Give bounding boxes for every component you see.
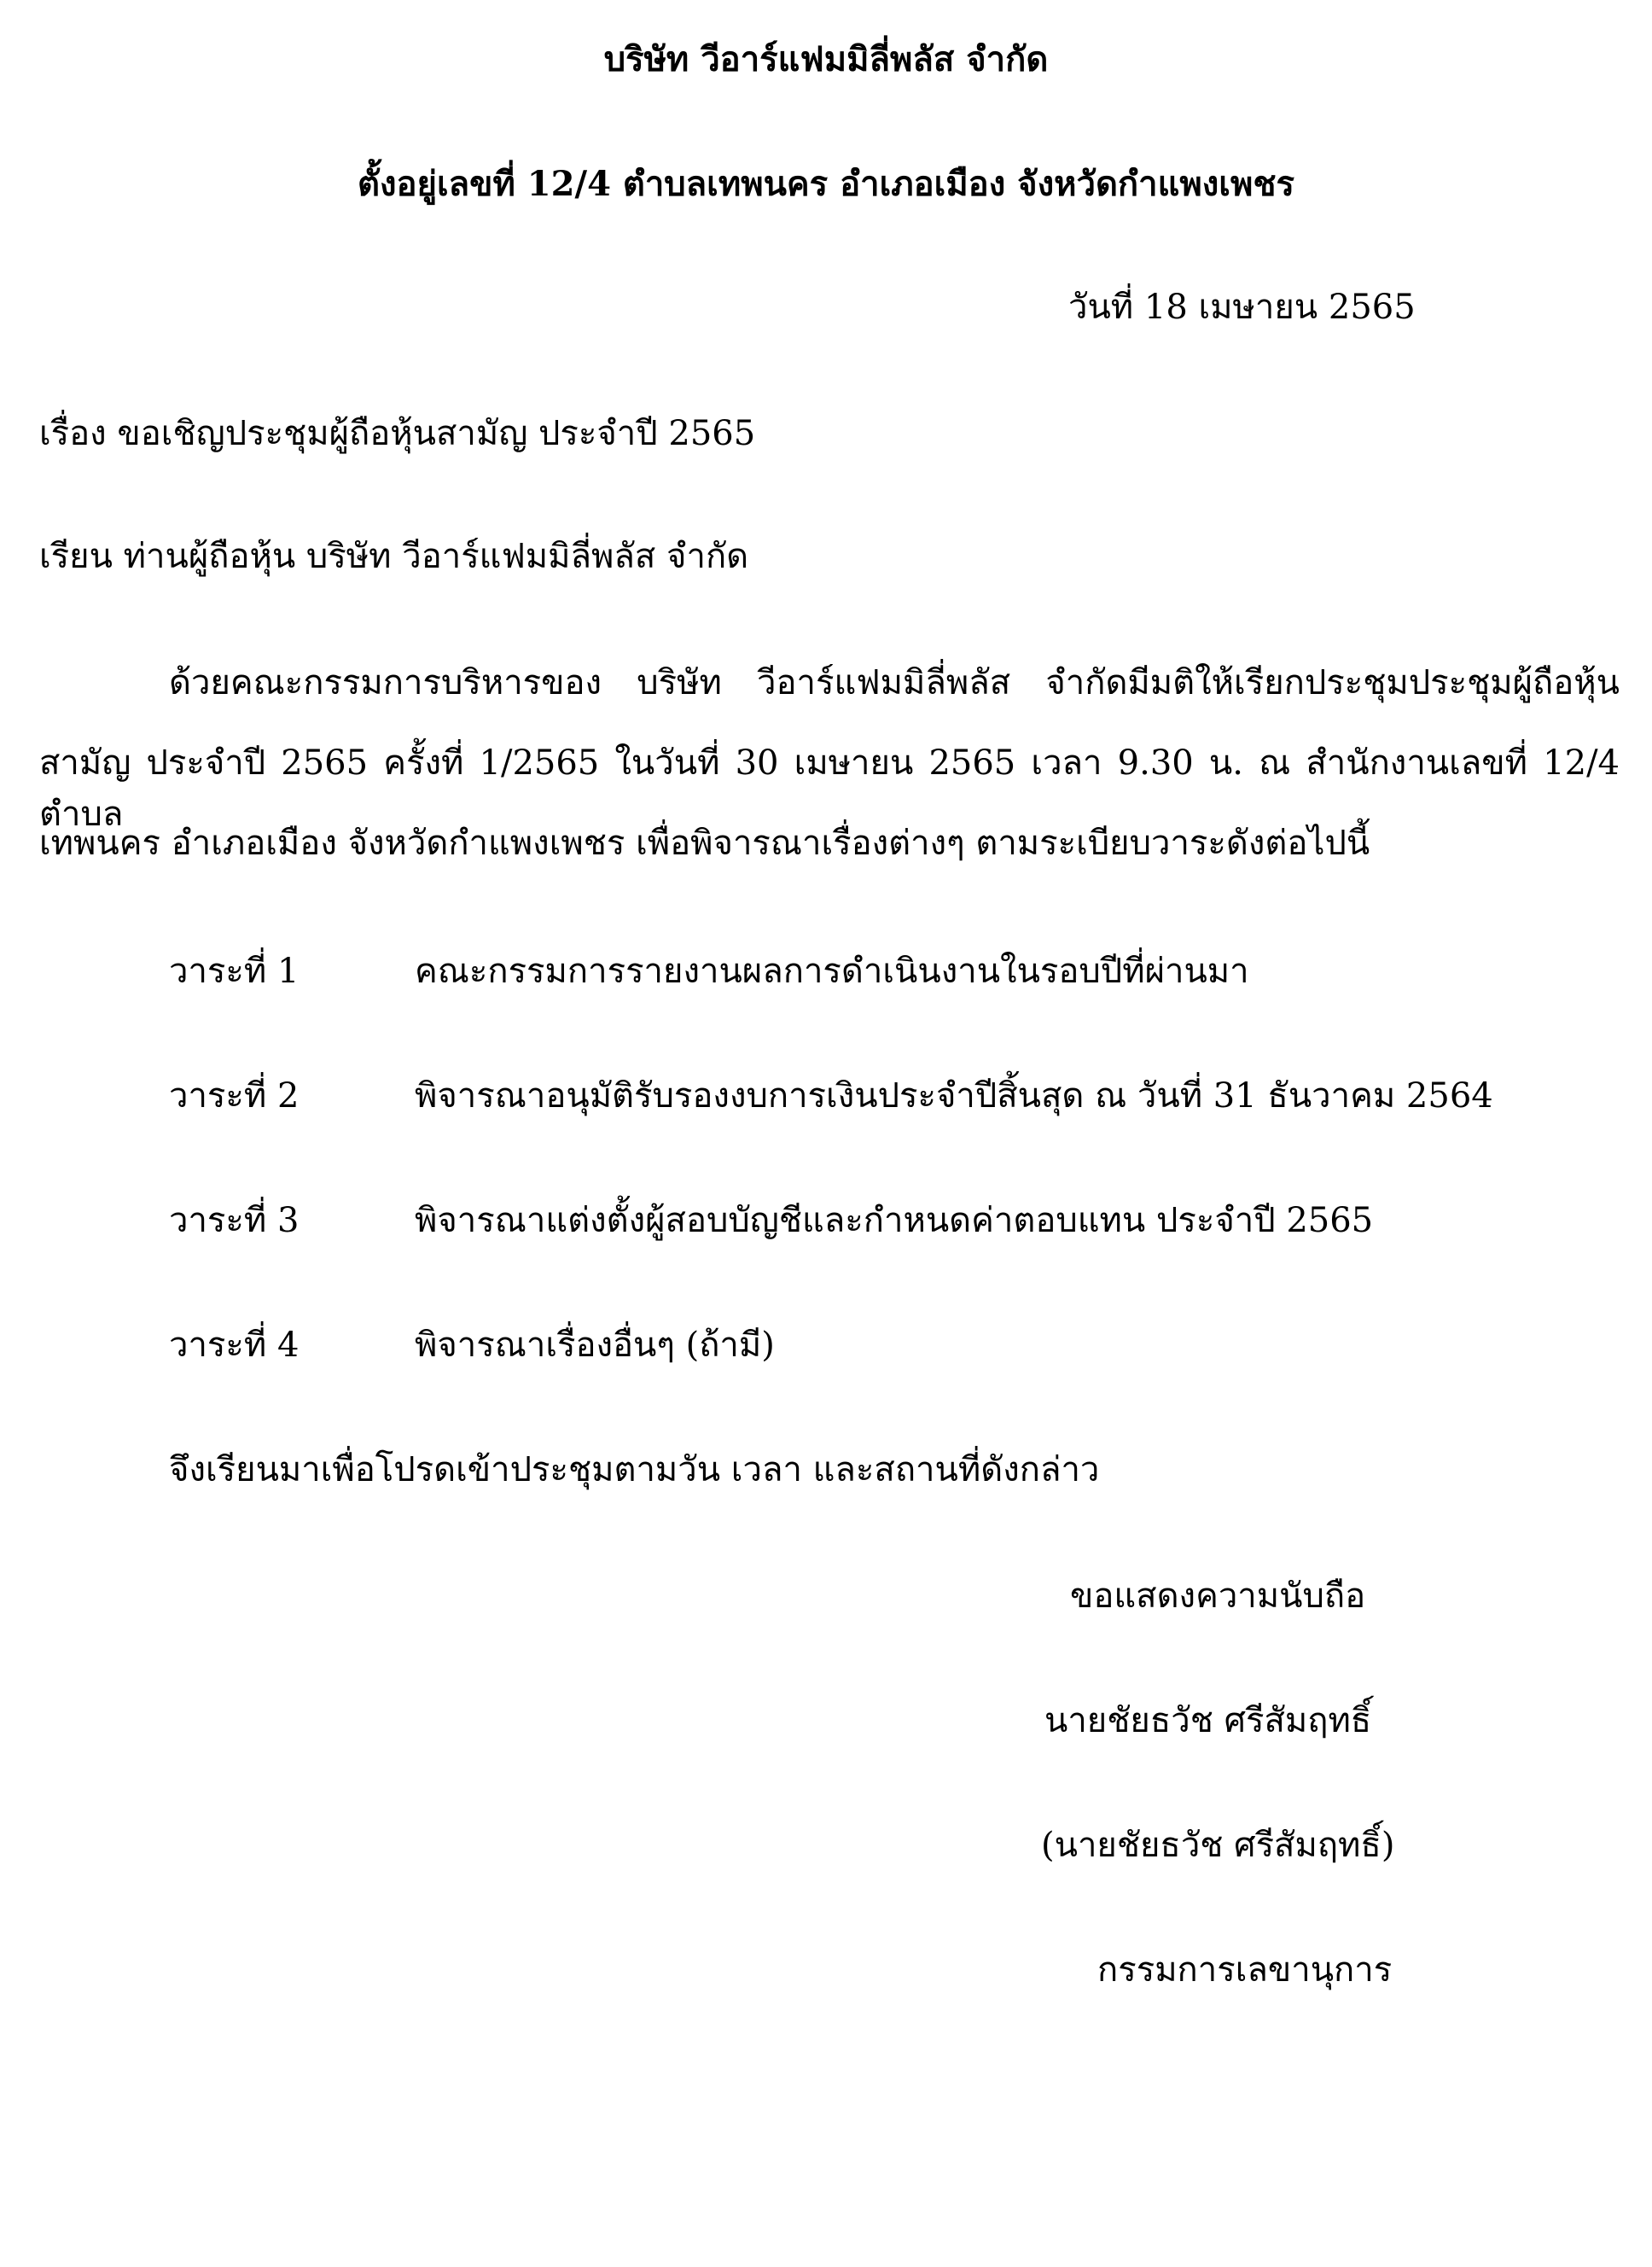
closing-sentence: จึงเรียนมาเพื่อโปรดเข้าประชุมตามวัน เวลา และสถานที่ดังกล่าว [169, 1450, 1100, 1489]
agenda-label-2: วาระที่ 2 [169, 1076, 300, 1116]
letter-date: วันที่ 18 เมษายน 2565 [1068, 288, 1416, 327]
company-name-heading: บริษัท วีอาร์แฟมมิลี่พลัส จำกัด [603, 39, 1049, 79]
agenda-text-1: คณะกรรมการรายงานผลการดำเนินงานในรอบปีที่ผ่านมา [415, 952, 1249, 991]
signature-position: กรรมการเลขานุการ [1097, 1950, 1393, 1990]
agenda-text-2: พิจารณาอนุมัติรับรองงบการเงินประจำปีสิ้นสุด ณ วันที่ 31 ธันวาคม 2564 [415, 1076, 1493, 1116]
agenda-text-3: พิจารณาแต่งตั้งผู้สอบบัญชีและกำหนดค่าตอบแทน ประจำปี 2565 [415, 1201, 1374, 1240]
body-paragraph-line-3: เทพนคร อำเภอเมือง จังหวัดกำแพงเพชร เพื่อพิจารณาเรื่องต่างๆ ตามระเบียบวาระดังต่อไปนี้ [39, 824, 1370, 863]
signature-printed-name: (นายชัยธวัช ศรีสัมฤทธิ์) [1041, 1826, 1395, 1865]
agenda-label-4: วาระที่ 4 [169, 1326, 300, 1365]
agenda-label-3: วาระที่ 3 [169, 1201, 300, 1240]
body-paragraph-line-2: สามัญ ประจำปี 2565 ครั้งที่ 1/2565 ในวันที่ 30 เมษายน 2565 เวลา 9.30 น. ณ สำนักงานเลขที่ 12/4 ตำบล [39, 743, 1620, 834]
letter-subject: เรื่อง ขอเชิญประชุมผู้ถือหุ้นสามัญ ประจำปี 2565 [39, 414, 756, 453]
company-address-heading: ตั้งอยู่เลขที่ 12/4 ตำบลเทพนคร อำเภอเมือง จังหวัดกำแพงเพชร [358, 164, 1294, 204]
signature-signed-name: นายชัยธวัช ศรีสัมฤทธิ์ [1044, 1701, 1372, 1740]
agenda-text-4: พิจารณาเรื่องอื่นๆ (ถ้ามี) [415, 1326, 775, 1365]
signature-salutation: ขอแสดงความนับถือ [1070, 1576, 1366, 1616]
body-paragraph-line-1: ด้วยคณะกรรมการบริหารของ บริษัท วีอาร์แฟมมิลี่พลัส จำกัดมีมติให้เรียกประชุมประชุมผู้ถือหุ้น [169, 663, 1620, 702]
agenda-label-1: วาระที่ 1 [169, 952, 300, 991]
letter-recipient: เรียน ท่านผู้ถือหุ้น บริษัท วีอาร์แฟมมิลี่พลัส จำกัด [39, 537, 749, 576]
